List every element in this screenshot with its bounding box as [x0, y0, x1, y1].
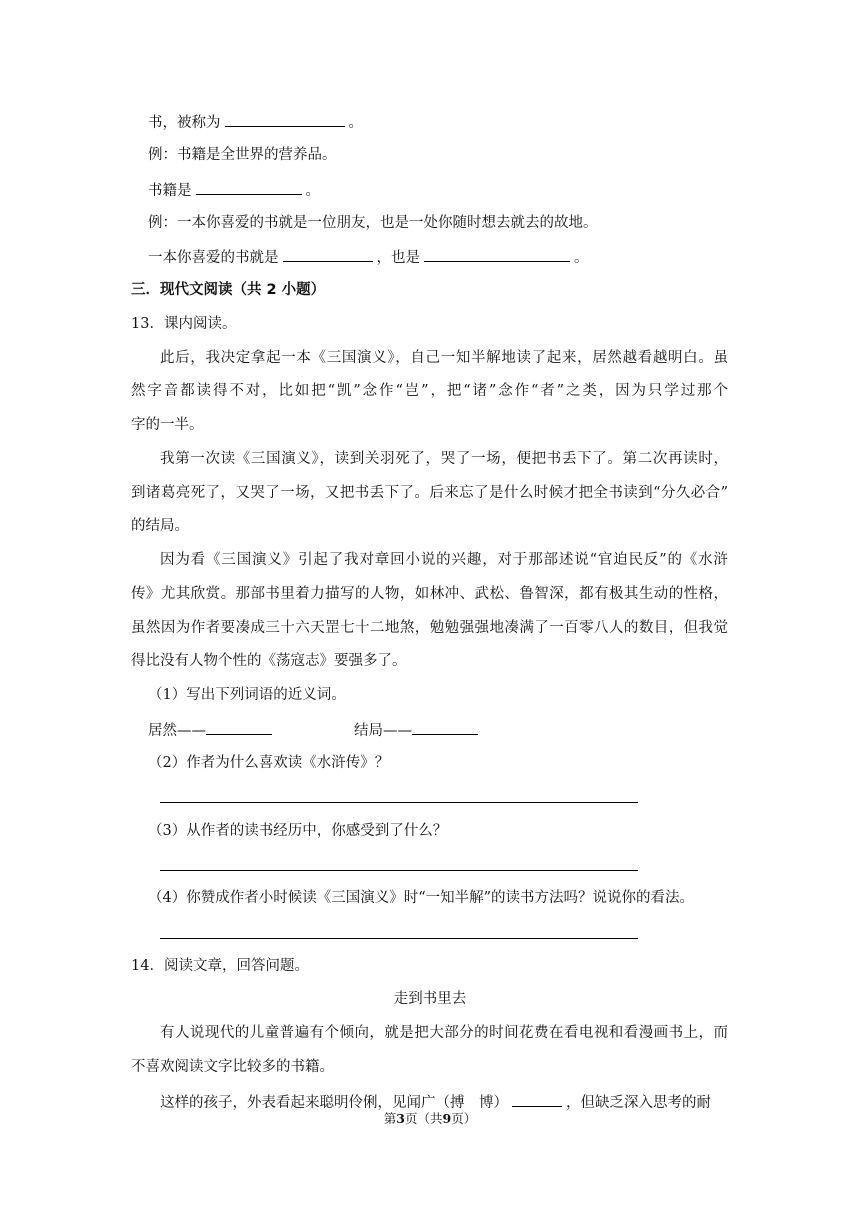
fill-line-1: 书，被称为 。	[148, 111, 363, 133]
page-footer: 第3页（共9页）	[383, 1111, 477, 1126]
passage-line: 因为看《三国演义》引起了我对章回小说的兴趣，对于那部述说“官迫民反”的《水浒	[160, 552, 728, 568]
synonym-item-1: 居然——	[148, 719, 276, 741]
example-line-2: 例：一本你喜爱的书就是一位朋友，也是一处你随时想去就去的故地。	[148, 215, 598, 231]
passage-line: 有人说现代的儿童普遍有个倾向，就是把大部分的时间花费在看电视和看漫画书上，而	[160, 1025, 728, 1041]
answer-blank[interactable]	[225, 111, 345, 127]
answer-blank[interactable]	[512, 1091, 562, 1107]
passage-line: 字的一半。	[131, 417, 204, 433]
answer-blank[interactable]	[424, 246, 570, 262]
answer-line[interactable]	[160, 938, 638, 939]
example-line-1: 例：书籍是全世界的营养品。	[148, 147, 337, 163]
sub-question-2: （2）作者为什么喜欢读《水浒传》？	[148, 755, 390, 771]
page-number: 3	[396, 1111, 405, 1126]
question-14-title: 14．阅读文章，回答问题。	[131, 958, 309, 974]
article-title: 走到书里去	[393, 991, 467, 1007]
answer-line[interactable]	[160, 802, 638, 803]
passage-line: 虽然因为作者要凑成三十六天罡七十二地煞，勉勉强强地凑满了一百零八人的数目，但我觉	[131, 620, 728, 636]
sub-question-4: （4）你赞成作者小时候读《三国演义》时“一知半解”的读书方法吗？说说你的看法。	[148, 890, 695, 906]
sub-question-1: （1）写出下列词语的近义词。	[148, 687, 346, 703]
passage-line: 到诸葛亮死了，又哭了一场，又把书丢下了。后来忘了是什么时候才把全书读到“分久必合”	[131, 485, 728, 501]
answer-line[interactable]	[160, 870, 638, 871]
sub-question-3: （3）从作者的读书经历中，你感受到了什么？	[148, 823, 448, 839]
fill-line-2: 书籍是 。	[148, 179, 320, 201]
answer-blank[interactable]	[412, 719, 478, 735]
question-13-title: 13．课内阅读。	[131, 316, 237, 332]
passage-line: 不喜欢阅读文字比较多的书籍。	[131, 1059, 334, 1075]
page-total: 9	[442, 1111, 452, 1126]
passage-line-with-blank: 这样的孩子，外表看起来聪明伶俐，见闻广（搏 博） ，但缺乏深入思考的耐	[160, 1091, 711, 1113]
passage-line: 传》尤其欣赏。那部书里着力描写的人物，如林冲、武松、鲁智深，都有极其生动的性格，	[131, 586, 728, 602]
passage-line: 此后，我决定拿起一本《三国演义》，自己一知半解地读了起来，居然越看越明白。虽	[160, 350, 728, 366]
passage-line: 的结局。	[131, 518, 189, 534]
synonym-item-2: 结局——	[354, 719, 482, 741]
section-heading: 三．现代文阅读（共 2 小题）	[131, 282, 326, 298]
answer-blank[interactable]	[283, 246, 373, 262]
passage-line: 我第一次读《三国演义》，读到关羽死了，哭了一场，便把书丢下了。第二次再读时，	[160, 451, 728, 467]
fill-line-3: 一本你喜爱的书就是 ，也是 。	[148, 246, 589, 268]
passage-line: 得比没有人物个性的《荡寇志》要强多了。	[131, 653, 407, 669]
answer-blank[interactable]	[206, 719, 272, 735]
passage-line: 然字音都读得不对，比如把“凯”念作“岂”，把“诸”念作“者”之类，因为只学过那个	[131, 383, 728, 399]
answer-blank[interactable]	[196, 179, 302, 195]
